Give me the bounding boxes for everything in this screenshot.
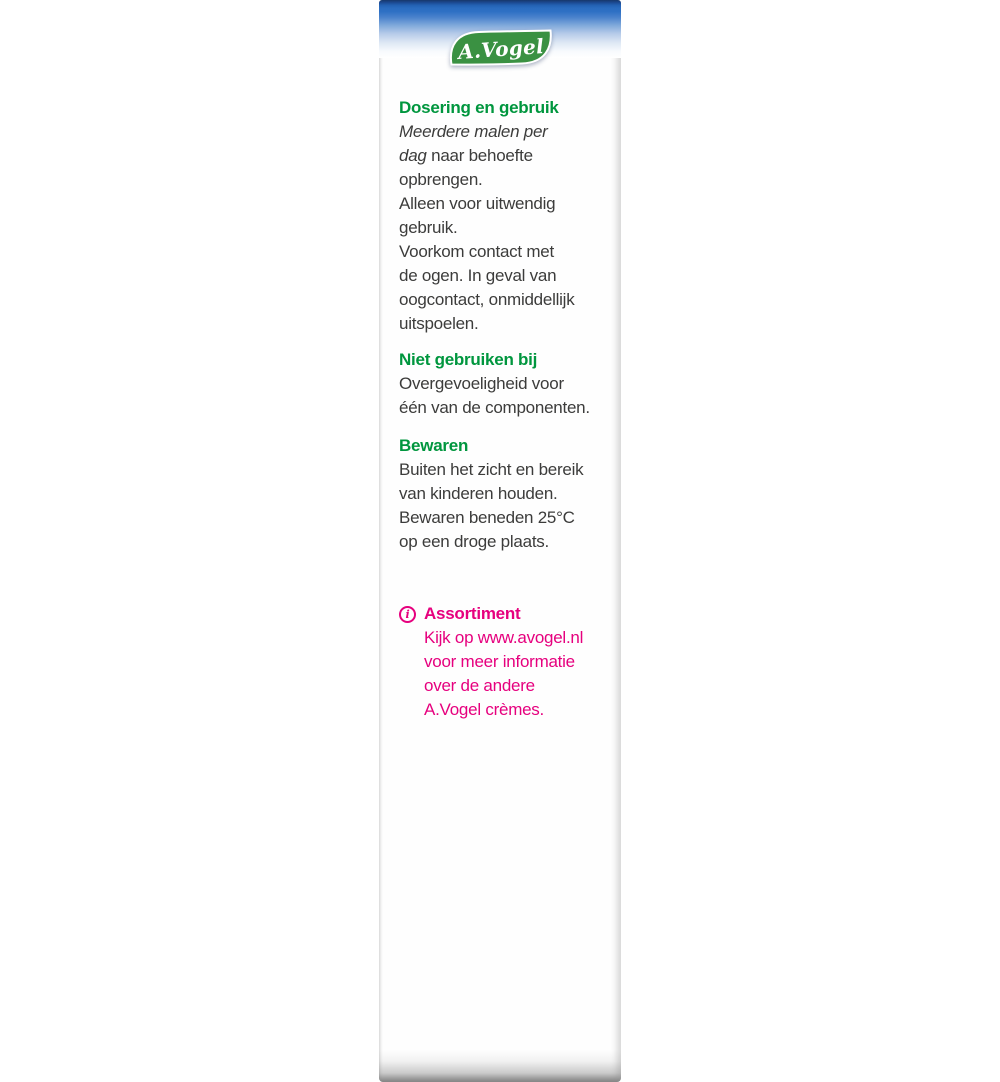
contra-line: één van de componenten. <box>399 398 590 417</box>
assortiment-heading-row <box>399 602 609 626</box>
dosage-line: oogcontact, onmiddellijk <box>399 290 575 309</box>
dosage-line: Meerdere malen per <box>399 122 548 141</box>
dosage-italic-word: dag <box>399 146 427 165</box>
panel-text <box>399 96 609 722</box>
assortiment-line: over de andere <box>424 676 535 695</box>
assortiment-block <box>399 602 609 722</box>
package-side-panel <box>379 0 621 1082</box>
dosage-line: opbrengen. <box>399 170 483 189</box>
dosage-line <box>399 144 609 168</box>
dosage-line: uitspoelen. <box>399 314 479 333</box>
assortiment-line: A.Vogel crèmes. <box>424 700 545 719</box>
contra-line: Overgevoeligheid voor <box>399 374 564 393</box>
storage-line: van kinderen houden. <box>399 484 558 503</box>
avogel-logo <box>449 29 553 67</box>
dosage-heading: Dosering en gebruik <box>399 98 559 117</box>
dosage-line-rest: naar behoefte <box>431 146 533 165</box>
storage-line: Buiten het zicht en bereik <box>399 460 584 479</box>
logo-wordmark: A.Vogel <box>457 34 545 64</box>
storage-line: op een droge plaats. <box>399 532 550 551</box>
assortiment-heading: Assortiment <box>424 604 521 623</box>
assortiment-line: Kijk op www.avogel.nl <box>424 628 584 647</box>
bottom-edge-shadow <box>379 1050 621 1082</box>
contra-heading: Niet gebruiken bij <box>399 350 538 369</box>
dosage-line: Voorkom contact met <box>399 242 554 261</box>
info-icon: i <box>399 606 416 623</box>
assortiment-lines <box>399 626 609 722</box>
assortiment-line: voor meer informatie <box>424 652 575 671</box>
dosage-line: gebruik. <box>399 218 458 237</box>
dosage-line: Alleen voor uitwendig <box>399 194 556 213</box>
storage-heading: Bewaren <box>399 436 469 455</box>
dosage-line: de ogen. In geval van <box>399 266 557 285</box>
storage-line: Bewaren beneden 25°C <box>399 508 575 527</box>
